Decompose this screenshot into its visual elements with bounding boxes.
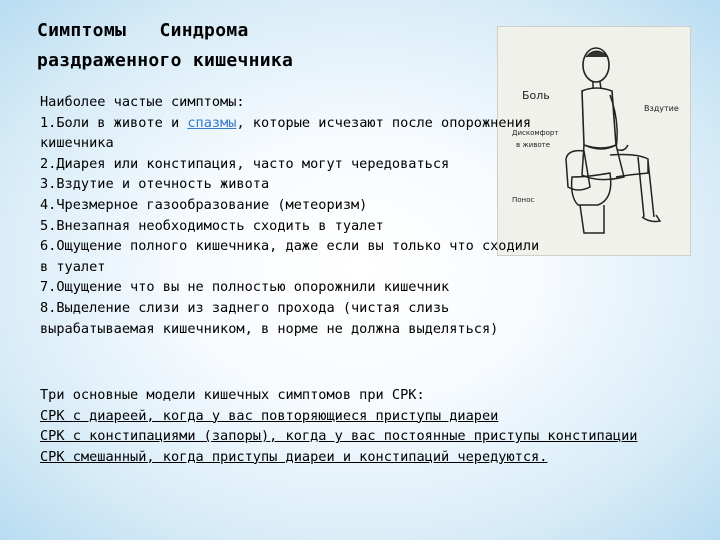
symptom-item-5: 5.Внезапная необходимость сходить в туалет [40, 217, 384, 234]
symptom-item-8: 8.Выделение слизи из заднего прохода (чистая слизь вырабатываемая кишечником, в норме не должна выделяться) [40, 299, 499, 337]
symptoms-list [40, 92, 540, 339]
title-line-1: Симптомы Синдрома [37, 20, 249, 41]
label-discomfort-1: Дискомфорт [512, 129, 559, 137]
symptom-item-1 [40, 113, 540, 154]
label-bloating: Вздутие [644, 104, 679, 113]
symptom-item-1-prefix: 1.Боли в животе и [40, 114, 188, 131]
page-title [37, 16, 467, 76]
symptom-item-1-suffix: , которые исчезают после опорожнения кишечника [40, 114, 532, 152]
model-constipation: СРК с констипациями (запоры), когда у вас постоянные приступы констипации [40, 428, 638, 445]
symptom-item-3: 3.Вздутие и отечность живота [40, 176, 270, 193]
model-mixed: СРК смешанный, когда приступы диареи и констипаций чередуются. [40, 448, 548, 465]
models-heading: Три основные модели кишечных симптомов при СРК: [40, 387, 425, 403]
title-line-2: раздраженного кишечника [37, 50, 294, 71]
symptoms-heading: Наиболее частые симптомы: [40, 94, 245, 110]
ibs-models [40, 385, 660, 467]
symptom-item-7: 7.Ощущение что вы не полностью опорожнили кишечник [40, 279, 450, 296]
symptom-item-2: 2.Диарея или констипация, часто могут чередоваться [40, 155, 450, 172]
label-pain: Боль [522, 89, 550, 102]
label-diarrhea: Понос [512, 196, 535, 204]
label-discomfort-2: в животе [516, 141, 550, 149]
symptom-item-4: 4.Чрезмерное газообразование (метеоризм) [40, 196, 368, 213]
symptom-item-6: 6.Ощущение полного кишечника, даже если вы только что сходили в туалет [40, 238, 540, 275]
model-diarrhea: СРК с диареей, когда у вас повторяющиеся приступы диареи [40, 407, 499, 424]
spasms-link[interactable]: спазмы [187, 114, 237, 131]
